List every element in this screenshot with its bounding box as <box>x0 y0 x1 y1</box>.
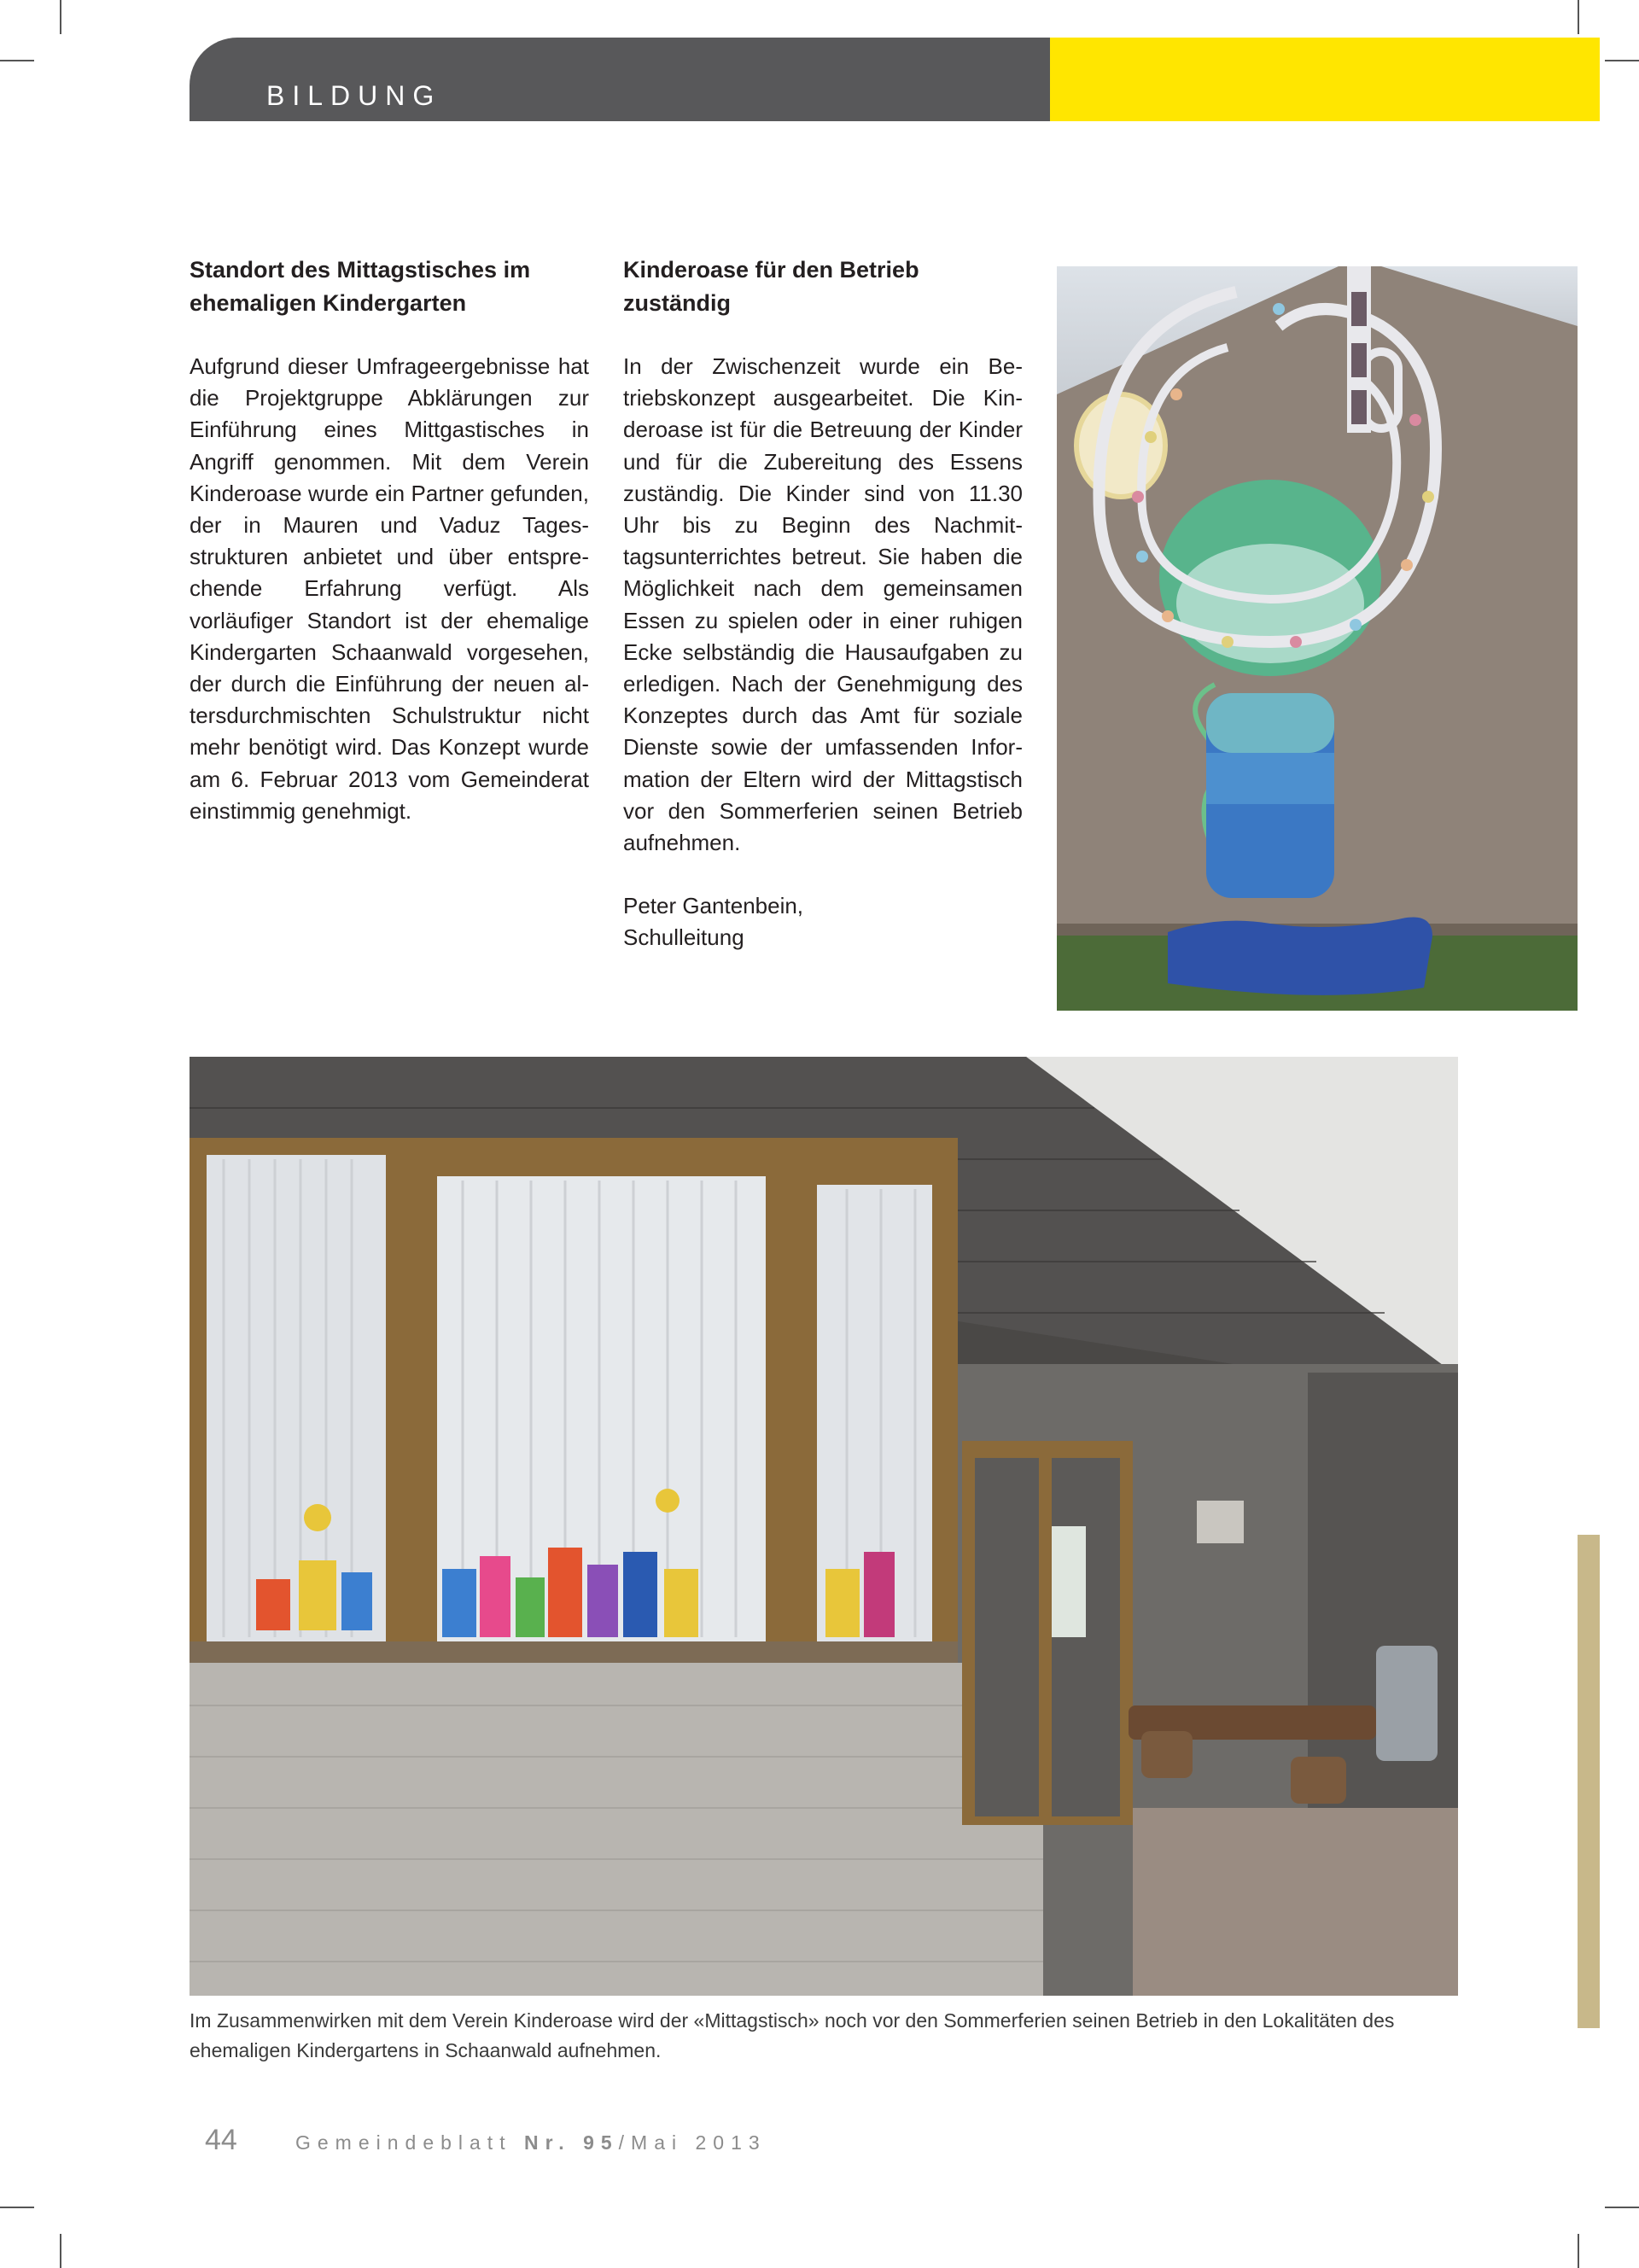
crop-mark <box>1578 2234 1579 2268</box>
article-paragraph: In der Zwischenzeit wurde ein Betriebskonzept ausgearbeitet. Die Kinderoase ist für die Betreuung der Kinder und für die Zubereitung des Essens zuständig. Die Kinder sind von 11.30 Uhr bis zu Beginn des Nachmittagsunterrichtes betreut. Sie haben die Möglichkeit nach dem gemeinsamen Essen zu spielen oder in einer ruhigen Ecke selbständig die Hausaufgaben zu erledigen. Nach der Genehmigung des Konzeptes durch das Amt für soziale Dienste sowie der umfassenden Information der Eltern wird der Mittagstisch vor den Sommerferien seinen Betrieb aufnehmen. <box>623 353 1023 856</box>
article-author <box>623 890 1023 953</box>
article-heading: Standort des Mittagstisches im ehemaligen Kindergarten <box>190 257 531 316</box>
author-role: Schulleitung <box>623 924 744 951</box>
crop-mark <box>60 2234 61 2268</box>
magazine-footer <box>295 2131 767 2154</box>
article-column-middle <box>623 254 1023 954</box>
mural-photo <box>1057 266 1578 1011</box>
crop-mark <box>60 0 61 34</box>
article-heading: Kinderoase für den Betrieb zuständig <box>623 257 919 316</box>
issue-prefix: Nr. <box>523 2131 571 2154</box>
article-paragraph: Aufgrund dieser Umfrageergebnisse hat die Projektgruppe Abklärungen zur Einführung eines Mittgastisches in Angriff genommen. Mit dem Verein Kinderoase wurde ein Partner gefunden, der in Mauren und Vaduz Tagesstrukturen anbietet und über entsprechende Erfahrung verfügt. Als vorläufiger Standort ist der ehemalige Kindergarten Schaanwald vorgesehen, der durch die Einführung der neuen altersdurchmischten Schulstruktur nicht mehr benötigt wird. Das Konzept wurde am 6. Februar 2013 vom Gemeinderat einstimmig genehmigt. <box>190 353 589 824</box>
page-number: 44 <box>205 2124 237 2156</box>
magazine-name: Gemeindeblatt <box>295 2131 512 2154</box>
crop-mark <box>1605 60 1639 61</box>
section-header-accent <box>1050 38 1600 121</box>
crop-mark <box>0 2207 34 2208</box>
section-title: BILDUNG <box>266 80 442 111</box>
photo-caption: Im Zusammenwirken mit dem Verein Kinderoase wird der «Mittagstisch» noch vor den Sommerferien seinen Betrieb in den Lokalitäten des ehemaligen Kindergartens in Schaanwald aufnehmen. <box>190 2009 1395 2061</box>
adjacent-page-image-edge <box>1578 1535 1600 2028</box>
article-column-left <box>190 254 589 827</box>
issue-number: 95 <box>583 2131 619 2154</box>
crop-mark <box>0 60 34 61</box>
crop-mark <box>1605 2207 1639 2208</box>
issue-date: /Mai 2013 <box>618 2131 767 2154</box>
author-name: Peter Gantenbein, <box>623 893 804 919</box>
kindergarten-photo <box>190 1057 1458 1996</box>
crop-mark <box>1578 0 1579 34</box>
